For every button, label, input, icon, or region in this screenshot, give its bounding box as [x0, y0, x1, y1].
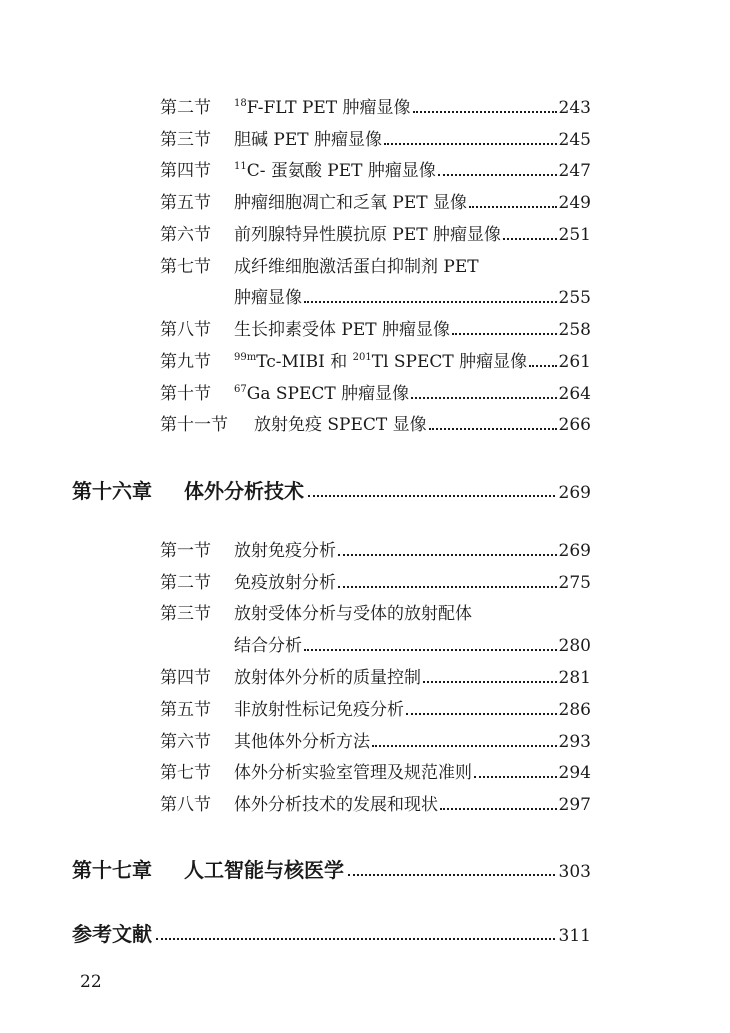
section-title: $^{18}$F-FLT PET 肿瘤显像	[234, 98, 411, 118]
page-number: 247	[558, 161, 591, 181]
page-number: 249	[558, 193, 591, 213]
page-number: 286	[558, 700, 591, 720]
chapter-title: 体外分析技术	[184, 479, 304, 503]
section-title: $^{99m}$Tc-MIBI 和 $^{201}$Tl SPECT 肿瘤显像	[234, 352, 528, 372]
page-number: 245	[558, 130, 591, 150]
toc-entry[interactable]	[160, 696, 591, 724]
page-number: 255	[558, 288, 591, 308]
page-number: 294	[558, 763, 591, 783]
page-number: 258	[558, 320, 591, 340]
page-number: 275	[558, 573, 591, 593]
page-number: 261	[558, 352, 591, 372]
section-label: 第九节	[160, 352, 211, 372]
toc-entry[interactable]	[160, 189, 591, 217]
dot-leader	[440, 807, 557, 810]
section-title: 体外分析技术的发展和现状	[234, 795, 438, 815]
page-number: 266	[558, 415, 591, 435]
dot-leader	[413, 110, 557, 113]
section-title: 结合分析	[234, 636, 302, 656]
toc-chapter[interactable]	[72, 475, 591, 507]
dot-leader	[406, 712, 557, 715]
page-number: 293	[558, 732, 591, 752]
dot-leader	[411, 396, 556, 399]
dot-leader	[304, 300, 557, 303]
toc-entry[interactable]	[160, 157, 591, 185]
page-number: 251	[558, 225, 591, 245]
page-number: 297	[558, 795, 591, 815]
section-label: 第十一节	[160, 415, 228, 435]
page-number: 269	[558, 541, 591, 561]
section-label: 第五节	[160, 193, 211, 213]
page-number: 280	[558, 636, 591, 656]
toc-entry-continuation[interactable]	[234, 632, 591, 660]
section-label: 第三节	[160, 130, 211, 150]
page-folio: 22	[80, 972, 102, 992]
section-label: 第四节	[160, 161, 211, 181]
section-label: 第四节	[160, 668, 211, 688]
section-title: 免疫放射分析	[234, 573, 336, 593]
toc-entry[interactable]	[160, 600, 591, 628]
dot-leader	[384, 142, 557, 145]
page-number: 269	[558, 483, 591, 503]
section-title: 肿瘤细胞凋亡和乏氧 PET 显像	[234, 193, 467, 213]
toc-entry[interactable]	[160, 253, 591, 281]
chapter-label: 第十六章	[72, 479, 152, 503]
dot-leader	[529, 364, 556, 367]
section-title: 非放射性标记免疫分析	[234, 700, 404, 720]
page-number: 311	[558, 926, 591, 946]
toc-entry[interactable]	[160, 380, 591, 408]
toc-entry[interactable]	[160, 537, 591, 565]
section-title: $^{11}$C- 蛋氨酸 PET 肿瘤显像	[234, 161, 436, 181]
toc-entry[interactable]	[160, 221, 591, 249]
dot-leader	[503, 237, 557, 240]
section-label: 第八节	[160, 320, 211, 340]
section-title: 放射免疫分析	[234, 541, 336, 561]
dot-leader	[348, 873, 555, 876]
dot-leader	[372, 744, 557, 747]
dot-leader	[423, 680, 557, 683]
section-label: 第七节	[160, 257, 211, 277]
section-title: 放射免疫 SPECT 显像	[254, 415, 427, 435]
dot-leader	[156, 937, 555, 940]
toc-entry[interactable]	[160, 126, 591, 154]
section-label: 第十节	[160, 384, 211, 404]
section-title: 其他体外分析方法	[234, 732, 370, 752]
section-label: 第一节	[160, 541, 211, 561]
page-number: 264	[558, 384, 591, 404]
section-title: 放射体外分析的质量控制	[234, 668, 421, 688]
toc-chapter[interactable]	[72, 854, 591, 886]
dot-leader	[474, 775, 557, 778]
toc-entry[interactable]	[160, 316, 591, 344]
chapter-title: 人工智能与核医学	[184, 858, 344, 882]
dot-leader	[338, 553, 557, 556]
toc-entry[interactable]	[160, 664, 591, 692]
section-label: 第三节	[160, 604, 211, 624]
dot-leader	[429, 427, 557, 430]
section-title: 前列腺特异性膜抗原 PET 肿瘤显像	[234, 225, 501, 245]
section-title: 生长抑素受体 PET 肿瘤显像	[234, 320, 450, 340]
section-title: 肿瘤显像	[234, 288, 302, 308]
section-title: 胆碱 PET 肿瘤显像	[234, 130, 382, 150]
dot-leader	[304, 648, 557, 651]
page-number: 281	[558, 668, 591, 688]
section-label: 第八节	[160, 795, 211, 815]
chapter-label: 第十七章	[72, 858, 152, 882]
toc-entry[interactable]	[160, 569, 591, 597]
section-label: 第六节	[160, 732, 211, 752]
dot-leader	[469, 205, 557, 208]
toc-entry[interactable]	[160, 94, 591, 122]
dot-leader	[308, 494, 555, 497]
section-title: 体外分析实验室管理及规范准则	[234, 763, 472, 783]
toc-entry[interactable]	[160, 759, 591, 787]
references-title: 参考文献	[72, 922, 152, 946]
page-number: 243	[558, 98, 591, 118]
toc-entry-continuation[interactable]	[234, 284, 591, 312]
dot-leader	[452, 332, 557, 335]
section-title: 放射受体分析与受体的放射配体	[234, 604, 472, 624]
dot-leader	[338, 585, 557, 588]
toc-entry[interactable]	[160, 411, 591, 439]
section-title: $^{67}$Ga SPECT 肿瘤显像	[234, 384, 410, 404]
toc-entry[interactable]	[160, 791, 591, 819]
section-label: 第二节	[160, 573, 211, 593]
section-label: 第二节	[160, 98, 211, 118]
toc-entry[interactable]	[160, 348, 591, 376]
section-title: 成纤维细胞激活蛋白抑制剂 PET	[234, 257, 479, 277]
section-label: 第七节	[160, 763, 211, 783]
section-label: 第五节	[160, 700, 211, 720]
section-label: 第六节	[160, 225, 211, 245]
dot-leader	[438, 173, 557, 176]
toc-entry[interactable]	[160, 728, 591, 756]
page-number: 303	[558, 862, 591, 882]
toc-references[interactable]	[72, 918, 591, 950]
